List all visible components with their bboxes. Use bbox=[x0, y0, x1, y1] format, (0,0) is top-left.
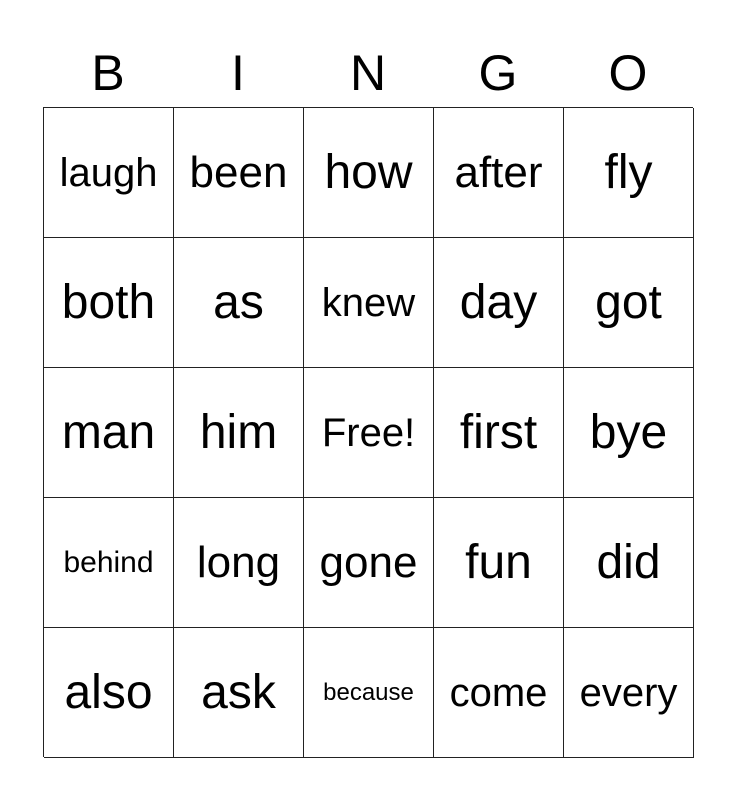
bingo-cell: behind bbox=[44, 498, 174, 628]
bingo-cell: first bbox=[434, 368, 564, 498]
bingo-cell: every bbox=[564, 628, 694, 758]
bingo-cell: did bbox=[564, 498, 694, 628]
bingo-cell: day bbox=[434, 238, 564, 368]
free-space: Free! bbox=[304, 368, 434, 498]
bingo-cell: come bbox=[434, 628, 564, 758]
bingo-cell: bye bbox=[564, 368, 694, 498]
bingo-cell: how bbox=[304, 108, 434, 238]
header-letter-n: N bbox=[349, 45, 387, 101]
header-letter-i: I bbox=[231, 45, 245, 101]
header-letter-b: B bbox=[91, 45, 125, 101]
bingo-cell: knew bbox=[304, 238, 434, 368]
bingo-cell: also bbox=[44, 628, 174, 758]
bingo-cell: ask bbox=[174, 628, 304, 758]
bingo-cell: fly bbox=[564, 108, 694, 238]
bingo-cell: because bbox=[304, 628, 434, 758]
bingo-cell: fun bbox=[434, 498, 564, 628]
bingo-board bbox=[43, 107, 693, 757]
bingo-cell: both bbox=[44, 238, 174, 368]
bingo-cell: been bbox=[174, 108, 304, 238]
bingo-cell: gone bbox=[304, 498, 434, 628]
bingo-cell: after bbox=[434, 108, 564, 238]
header-letter-o: O bbox=[608, 45, 648, 101]
header-letter-g: G bbox=[478, 45, 518, 101]
bingo-cell: got bbox=[564, 238, 694, 368]
bingo-cell: as bbox=[174, 238, 304, 368]
bingo-cell: man bbox=[44, 368, 174, 498]
bingo-header bbox=[43, 40, 693, 106]
bingo-cell: long bbox=[174, 498, 304, 628]
bingo-cell: laugh bbox=[44, 108, 174, 238]
bingo-cell: him bbox=[174, 368, 304, 498]
